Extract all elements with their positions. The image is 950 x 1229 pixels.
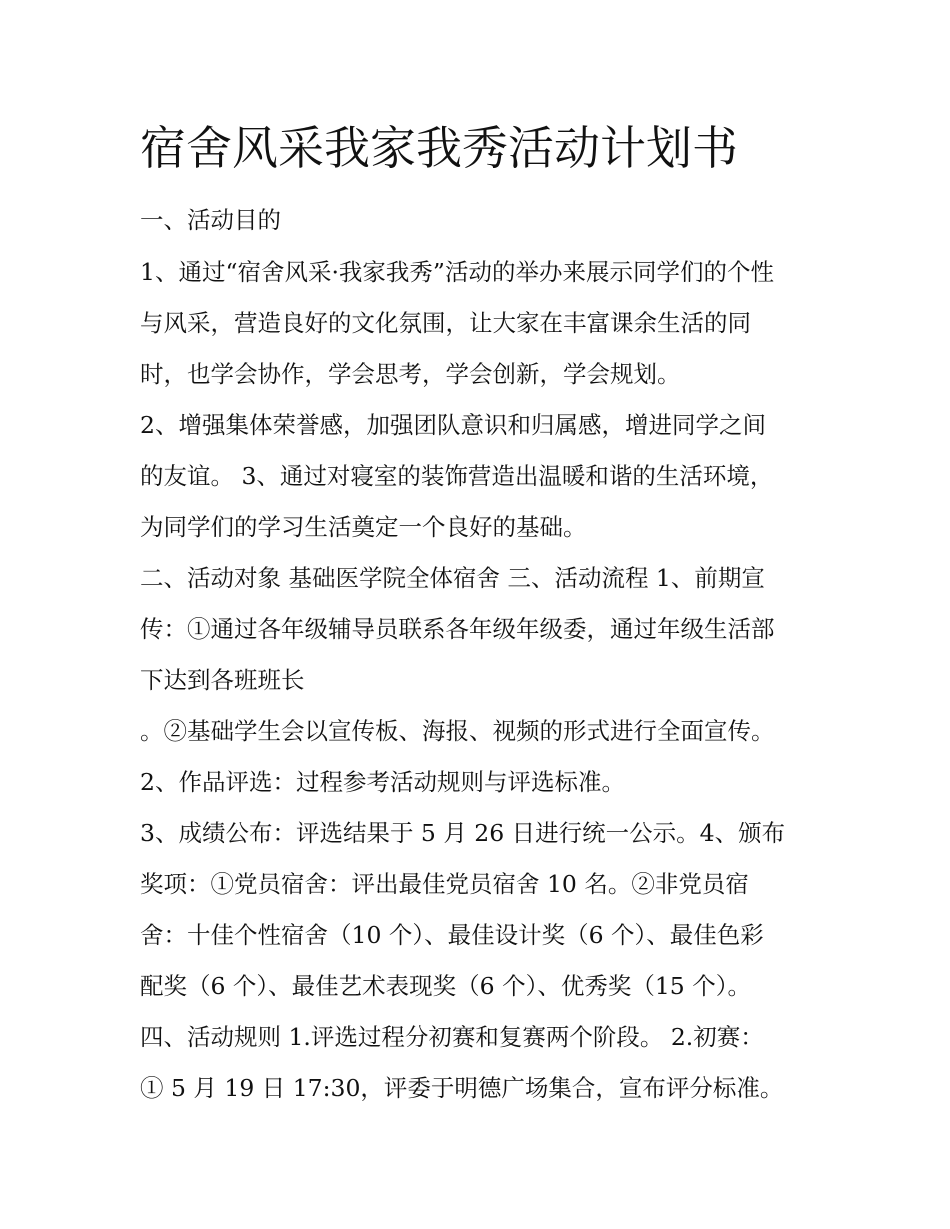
text-line: 一、活动目的 [140, 206, 281, 234]
text-line: 传：①通过各年级辅导员联系各年级年级委，通过年级生活部 [140, 615, 775, 643]
text-line: 2、增强集体荣誉感，加强团队意识和归属感，增进同学之间 [140, 411, 766, 439]
text-line: 与风采，营造良好的文化氛围，让大家在丰富课余生活的同 [140, 309, 751, 337]
text-line: 1、通过“宿舍风采·我家我秀”活动的举办来展示同学们的个性 [140, 258, 774, 286]
text-line: 四、活动规则 1.评选过程分初赛和复赛两个阶段。 2.初赛： [140, 1023, 764, 1051]
page-title: 宿舍风采我家我秀活动计划书 [140, 121, 738, 175]
text-line: 舍：十佳个性宿舍（10 个）、最佳设计奖（6 个）、最佳色彩 [140, 921, 764, 949]
text-line: 3、成绩公布：评选结果于 5 月 26 日进行统一公示。4、颁布 [140, 819, 786, 847]
text-line: 二、活动对象 基础医学院全体宿舍 三、活动流程 1、前期宣 [140, 564, 765, 592]
text-line: 时，也学会协作，学会思考，学会创新，学会规划。 [140, 360, 681, 388]
text-line: ① 5 月 19 日 17:30，评委于明德广场集合，宣布评分标准。 [140, 1074, 784, 1102]
text-line: 2、作品评选：过程参考活动规则与评选标准。 [140, 768, 625, 796]
text-line: 为同学们的学习生活奠定一个良好的基础。 [140, 513, 587, 541]
text-line: 下达到各班班长 [140, 666, 305, 694]
text-line: 的友谊。 3、通过对寝室的装饰营造出温暖和谐的生活环境， [140, 462, 774, 490]
text-line: 。②基础学生会以宣传板、海报、视频的形式进行全面宣传。 [140, 717, 775, 745]
text-line: 奖项：①党员宿舍：评出最佳党员宿舍 10 名。②非党员宿 [140, 870, 749, 898]
text-line: 配奖（6 个）、最佳艺术表现奖（6 个）、优秀奖（15 个）。 [140, 972, 751, 1000]
